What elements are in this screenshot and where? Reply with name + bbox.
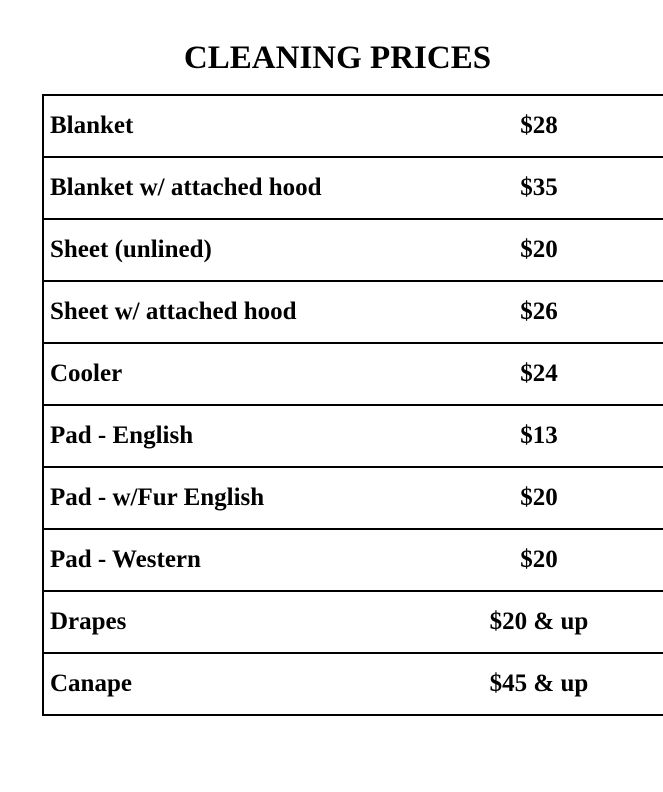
table-row <box>43 529 663 591</box>
item-name: Pad - Western <box>43 529 439 591</box>
item-price: $45 & up <box>439 653 663 715</box>
item-price: $28 <box>439 95 663 157</box>
item-name: Blanket w/ attached hood <box>43 157 439 219</box>
item-name: Blanket <box>43 95 439 157</box>
item-price: $24 <box>439 343 663 405</box>
item-name: Canape <box>43 653 439 715</box>
table-row <box>43 467 663 529</box>
item-name: Pad - w/Fur English <box>43 467 439 529</box>
price-table <box>42 94 663 716</box>
item-price: $26 <box>439 281 663 343</box>
page-title: CLEANING PRICES <box>183 40 492 76</box>
item-name: Drapes <box>43 591 439 653</box>
table-row <box>43 591 663 653</box>
item-price: $20 <box>439 219 663 281</box>
item-price: $20 & up <box>439 591 663 653</box>
item-name: Sheet (unlined) <box>43 219 439 281</box>
item-price: $13 <box>439 405 663 467</box>
table-row <box>43 343 663 405</box>
table-row <box>43 157 663 219</box>
item-name: Sheet w/ attached hood <box>43 281 439 343</box>
table-row <box>43 219 663 281</box>
table-row <box>43 653 663 715</box>
item-price: $35 <box>439 157 663 219</box>
item-price: $20 <box>439 467 663 529</box>
item-name: Cooler <box>43 343 439 405</box>
table-row <box>43 281 663 343</box>
item-name: Pad - English <box>43 405 439 467</box>
table-row <box>43 405 663 467</box>
table-row <box>43 95 663 157</box>
item-price: $20 <box>439 529 663 591</box>
